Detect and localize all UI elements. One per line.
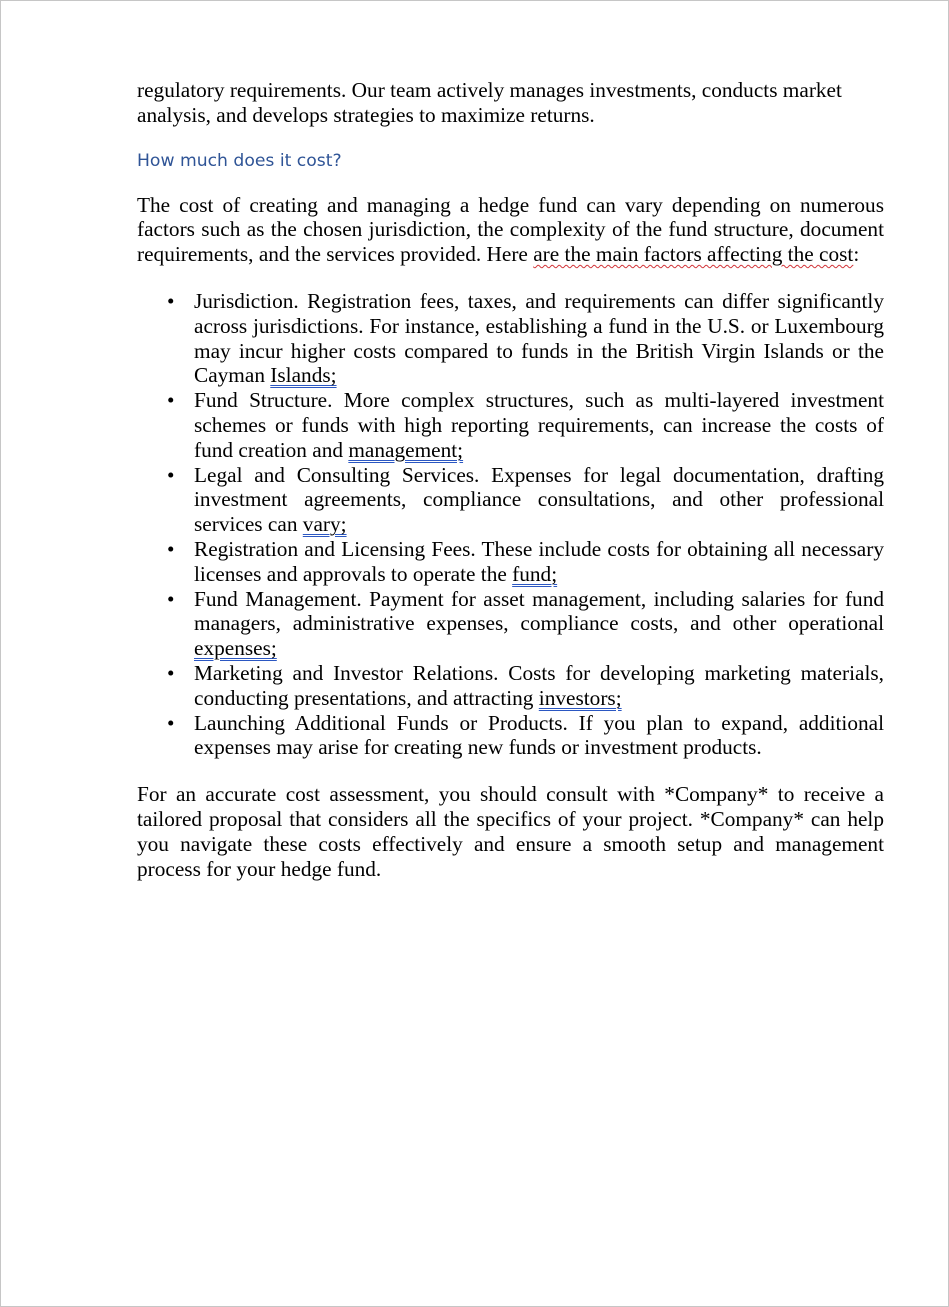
list-item bbox=[137, 537, 884, 587]
grammar-flagged-word[interactable]: management; bbox=[348, 437, 464, 462]
list-item-text: Fund Structure. More complex structures, such as multi-layered investment schemes or funds with high reporting requirements, can increase the costs of fund creation and bbox=[194, 388, 884, 462]
bullet-icon: • bbox=[167, 462, 175, 487]
list-item-text: Jurisdiction. Registration fees, taxes, and requirements can differ significantly across jurisdictions. For instance, establishing a fund in the U.S. or Luxembourg may incur higher costs compared to funds in the British Virgin Islands or the Cayman bbox=[194, 288, 884, 388]
list-item bbox=[137, 711, 884, 761]
bullet-icon: • bbox=[167, 586, 175, 611]
list-item-text: Launching Additional Funds or Products. If you plan to expand, additional expenses may arise for creating new funds or investment products. bbox=[194, 710, 884, 760]
grammar-flagged-word[interactable]: expenses; bbox=[194, 636, 277, 661]
document-body[interactable] bbox=[137, 78, 884, 881]
cost-paragraph bbox=[137, 193, 884, 267]
cost-paragraph-text: The cost of creating and managing a hedge fund can vary depending on numerous factors such as the chosen jurisdiction, the complexity of the fund structure, document requirements, and the services provided. Here bbox=[137, 192, 884, 267]
grammar-flagged-word[interactable]: vary; bbox=[302, 512, 347, 537]
grammar-flagged-word[interactable]: investors; bbox=[538, 685, 622, 710]
bullet-icon: • bbox=[167, 660, 175, 685]
bullet-icon: • bbox=[167, 710, 175, 735]
section-heading: How much does it cost? bbox=[137, 150, 342, 171]
grammar-flagged-word[interactable]: Islands; bbox=[270, 363, 337, 388]
list-item bbox=[137, 388, 884, 462]
list-item bbox=[137, 463, 884, 537]
list-item-text: Marketing and Investor Relations. Costs for developing marketing materials, conducting presentations, and attracting bbox=[194, 660, 884, 710]
cost-factors-list bbox=[137, 289, 884, 760]
bullet-icon: • bbox=[167, 288, 175, 313]
grammar-flagged-word[interactable]: fund; bbox=[512, 561, 558, 586]
list-item-text: Legal and Consulting Services. Expenses for legal documentation, drafting investment agreements, compliance consultations, and other professional services can bbox=[194, 462, 884, 537]
closing-paragraph: For an accurate cost assessment, you should consult with *Company* to receive a tailored proposal that considers all the specifics of your project. *Company* can help you navigate these costs effectively and ensure a smooth setup and management process for your hedge fund. bbox=[137, 782, 884, 881]
cost-paragraph-end: : bbox=[853, 242, 860, 267]
list-item bbox=[137, 289, 884, 388]
list-item bbox=[137, 587, 884, 661]
grammar-flagged-phrase[interactable]: are the main factors affecting the cost bbox=[533, 242, 854, 267]
bullet-icon: • bbox=[167, 536, 175, 561]
intro-paragraph: regulatory requirements. Our team actively manages investments, conducts market analysis, and develops strategies to maximize returns. bbox=[137, 78, 842, 127]
list-item-text: Fund Management. Payment for asset management, including salaries for fund managers, administrative expenses, compliance costs, and other operational bbox=[194, 586, 884, 636]
list-item-text: Registration and Licensing Fees. These include costs for obtaining all necessary licenses and approvals to operate the bbox=[194, 536, 884, 586]
bullet-icon: • bbox=[167, 388, 175, 413]
list-item bbox=[137, 661, 884, 711]
